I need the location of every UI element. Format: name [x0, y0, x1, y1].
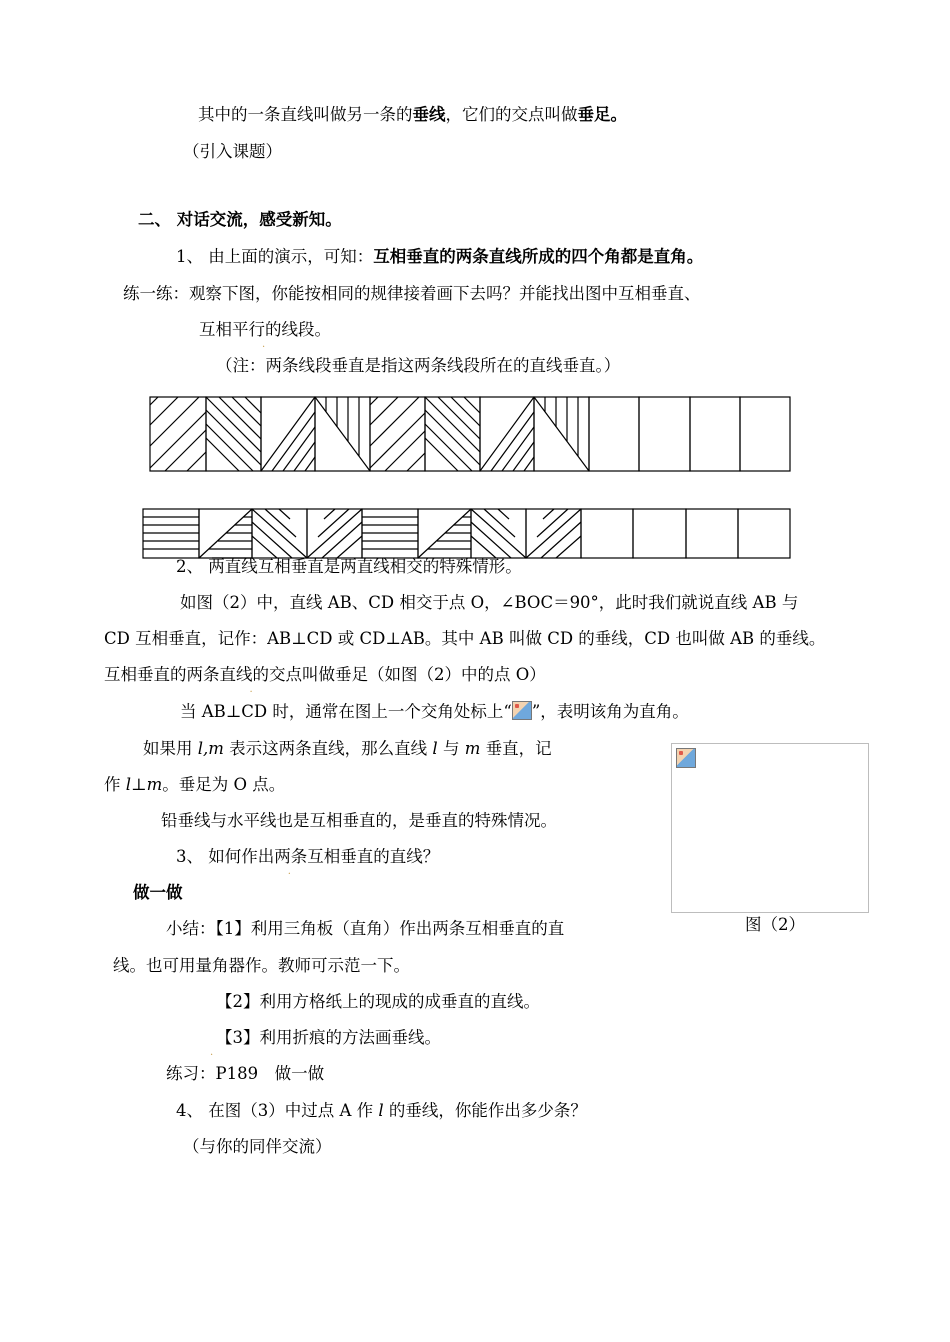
var: m [464, 739, 481, 758]
paragraph-3: 如图（2）中，直线 AB、CD 相交于点 O，∠BOC＝90°，此时我们就说直线 AB 与 [180, 593, 799, 612]
figure-2-caption: 图（2） [745, 915, 805, 934]
summary-1: 小结：【1】利用三角板（直角）作出两条互相垂直的直 [166, 919, 565, 938]
term-perpendicular-line: 垂线 [412, 105, 446, 124]
paragraph-7 [143, 738, 552, 760]
text: 条互相垂直的直线？ [290, 847, 440, 866]
text: 的线段。 [265, 320, 331, 339]
summary-2: 【2】利用方格纸上的现成的成垂直的直线。 [216, 992, 540, 1011]
text: 的交点叫做垂足（如图（2）中的点 O） [252, 665, 546, 684]
broken-image-icon [512, 701, 532, 720]
text: ，它们的交点叫做 [445, 105, 578, 124]
text: ⊥ [131, 775, 147, 794]
note: （注：两条线段垂直是指这两条线段所在的直线垂直。） [216, 356, 621, 375]
text: 其中的一条直线叫做另一条的 [198, 105, 413, 124]
section-heading-2: 二、 对话交流，感受新知。 [138, 210, 342, 229]
text: 当 AB⊥CD 时，通常在图上一个交角处标上“ [180, 702, 512, 721]
summary-3: . 【3】利用折痕的方法画垂线。 [210, 1028, 441, 1058]
paragraph-10: 3、 如何作出两 . 条互相垂直的直线？ [176, 847, 440, 877]
text: 垂直，记 [480, 739, 552, 758]
text: 。垂足为 O 点。 [162, 775, 286, 794]
bold-statement: 互相垂直的两条直线所成的四个角都是直角。 [373, 247, 704, 266]
text: 互相平行 [199, 320, 265, 339]
term-foot: 垂足 [577, 105, 611, 124]
var: m [146, 775, 163, 794]
var: l [125, 775, 132, 794]
text: 作 [104, 775, 126, 794]
text: 与 [437, 739, 465, 758]
practice-line: 练一练：观察下图，你能按相同的规律接着画下去吗？并能找出图中互相垂直、 [123, 284, 701, 303]
question-4-note: （与你的同伴交流） [183, 1137, 332, 1156]
summary-1-cont: 线。也可用量角器作。教师可示范一下。 [113, 956, 410, 975]
exercise: 练习：P189 做一做 [166, 1064, 325, 1083]
text: ”，表明该角为直角。 [531, 702, 689, 721]
text: 互相垂直的两条直线 [104, 665, 253, 684]
do-it-heading: 做一做 [133, 883, 183, 902]
text: 表示这两条直线，那么直线 [223, 739, 433, 758]
var: l [378, 1101, 384, 1120]
text: 【3】利用折痕的方法画垂线。 [216, 1028, 441, 1047]
paragraph-2: 2、 两直线互相垂直是两直线相交的特殊情形。 [176, 557, 522, 576]
text: 3、 如何作出两 [176, 847, 291, 866]
text: 1、 由上面的演示，可知： [176, 247, 374, 266]
paragraph-9: 铅垂线与水平线也是互相垂直的，是垂直的特殊情况。 [161, 811, 557, 830]
broken-image-icon [676, 748, 696, 768]
paragraph-5: 互相垂直的两条直线 . 的交点叫做垂足（如图（2）中的点 O） [104, 665, 546, 695]
var: l,m [197, 739, 224, 758]
paragraph-8 [104, 774, 285, 796]
text: 的垂线，你能作出多少条？ [383, 1101, 587, 1120]
text: 如果用 [143, 739, 198, 758]
paragraph-6 [180, 701, 689, 723]
text: 。 [610, 105, 627, 124]
figure-2-frame [671, 743, 869, 913]
intro-topic: （引入课题） [183, 142, 282, 161]
paragraph-4: CD 互相垂直，记作：AB⊥CD 或 CD⊥AB。其中 AB 叫做 CD 的垂线，CD 也叫做 AB 的垂线。 [104, 629, 826, 648]
question-4 [176, 1100, 587, 1122]
text: 4、 在图（3）中过点 A 作 [176, 1101, 379, 1120]
practice-line-2: 互相平行 . 的线段。 [199, 320, 331, 350]
var: l [432, 739, 438, 758]
